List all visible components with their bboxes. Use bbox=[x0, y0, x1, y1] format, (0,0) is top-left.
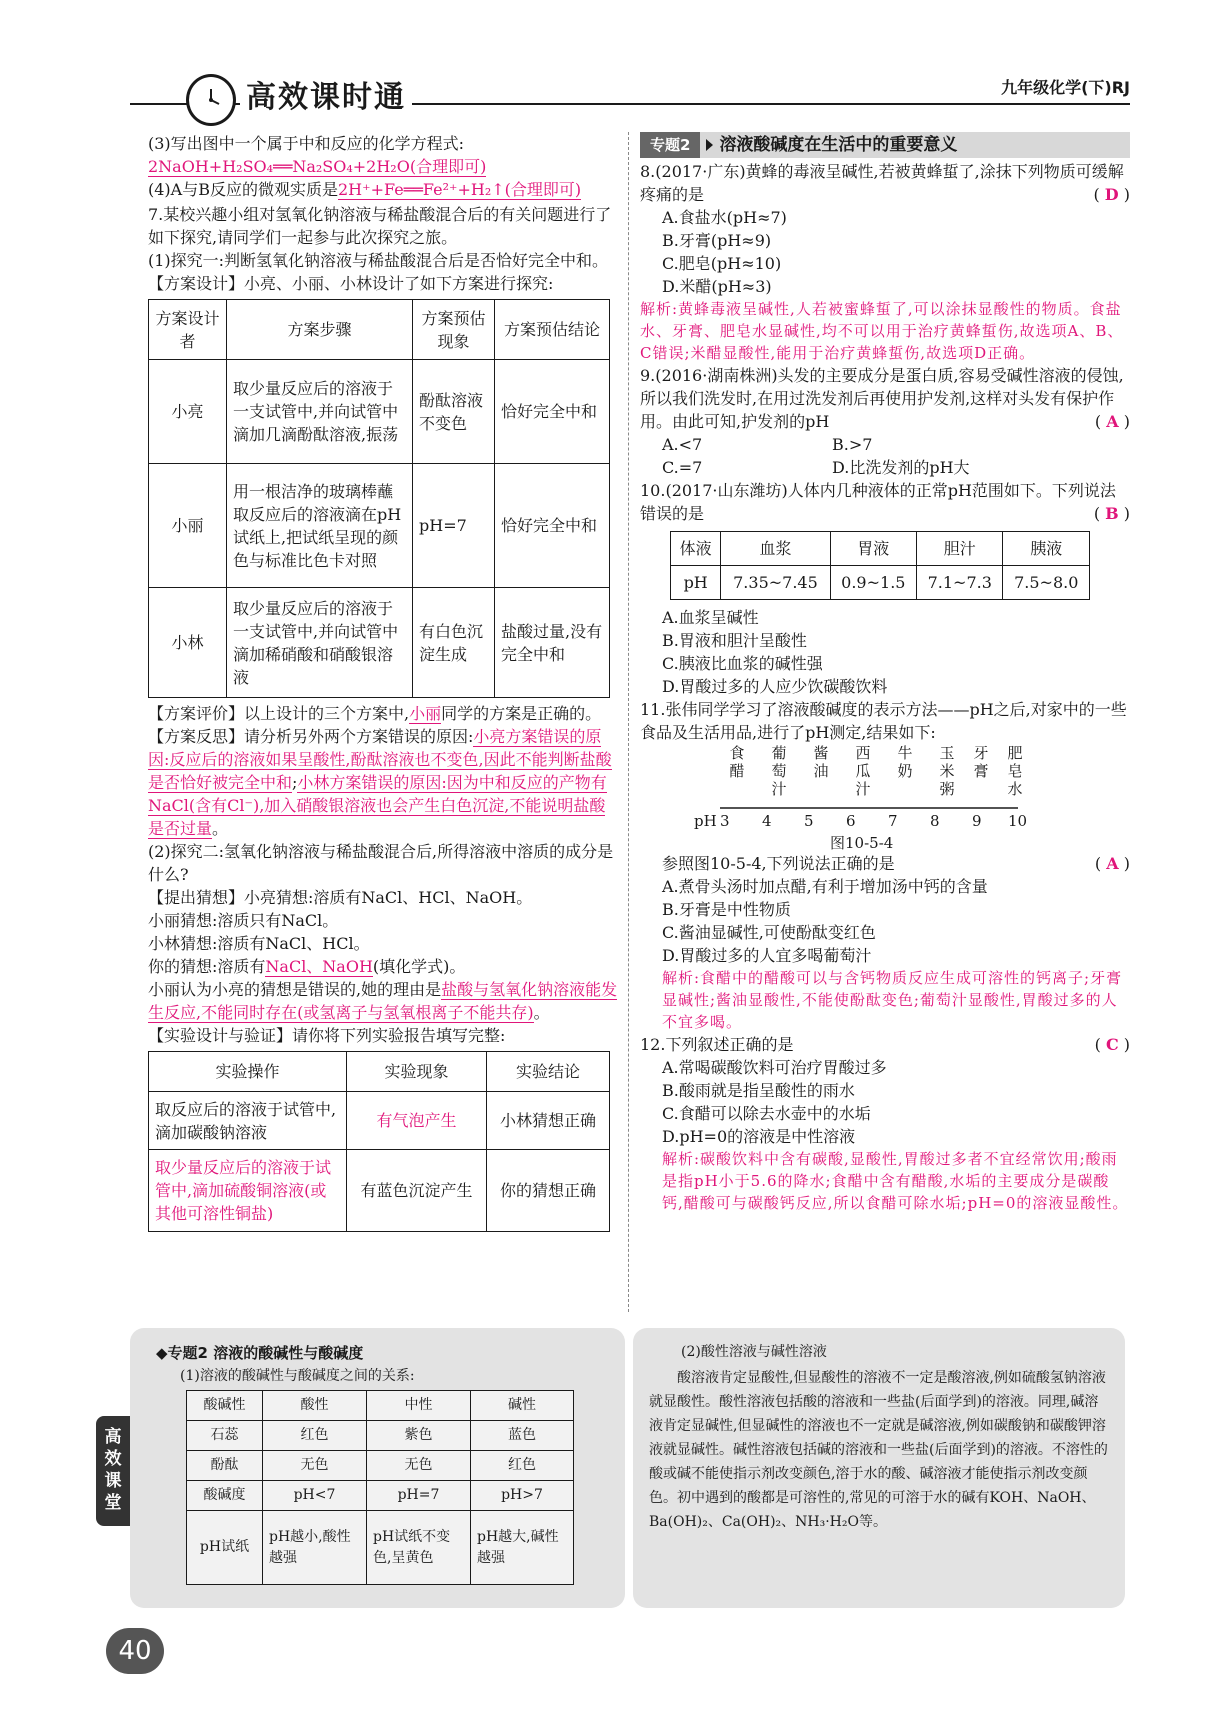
table-header: 实验现象 bbox=[347, 1052, 487, 1092]
q9: 9.(2016·湖南株洲)头发的主要成分是蛋白质,容易受碱性溶液的侵蚀,所以我们洗发时,在用过洗发剂后再使用护发剂,这样对头发有保护作用。由此可知,护发剂的pH ( A ) bbox=[640, 366, 1130, 431]
topic-tag: 专题2 bbox=[640, 132, 700, 158]
q10-option: C.胰液比血浆的碱性强 bbox=[662, 654, 823, 673]
q6-part4-answer: 2H⁺+Fe══Fe²⁺+H₂↑(合理即可) bbox=[337, 180, 582, 199]
table-cell: 酚酞 bbox=[187, 1451, 263, 1481]
ph-item: 食 醋 bbox=[729, 744, 745, 780]
table-cell: 取少量反应后的溶液于试管中,滴加硫酸铜溶液(或其他可溶性铜盐) bbox=[149, 1150, 347, 1232]
table-cell: 盐酸过量,没有完全中和 bbox=[495, 588, 610, 698]
table-cell: 酚酞溶液不变色 bbox=[413, 360, 495, 464]
q10-option: D.胃酸过多的人应少饮碳酸饮料 bbox=[662, 677, 888, 696]
table-header: 血浆 bbox=[721, 532, 830, 566]
table-cell: 小林猜想正确 bbox=[487, 1092, 610, 1150]
table-header: 酸碱性 bbox=[187, 1391, 263, 1421]
acidity-table bbox=[186, 1390, 574, 1585]
q11-option: B.牙膏是中性物质 bbox=[662, 900, 791, 919]
table-cell: 7.5~8.0 bbox=[1003, 566, 1090, 600]
q8-option: A.食盐水(pH≈7) bbox=[662, 208, 787, 227]
clock-logo-icon bbox=[186, 74, 236, 126]
table-cell: 红色 bbox=[263, 1421, 367, 1451]
table-cell: pH<7 bbox=[263, 1481, 367, 1511]
evaluation: 【方案评价】以上设计的三个方案中,小丽同学的方案是正确的。 bbox=[148, 704, 602, 723]
q11-option: A.煮骨头汤时加点醋,有利于增加汤中钙的含量 bbox=[662, 877, 988, 896]
table-cell: 小亮 bbox=[149, 360, 227, 464]
table-cell: 小丽 bbox=[149, 464, 227, 588]
q9-option: A.<7 bbox=[662, 435, 703, 454]
topic-heading bbox=[640, 132, 1130, 158]
guess-lin: 小林猜想:溶质有NaCl、HCl。 bbox=[148, 934, 370, 953]
table-header: 体液 bbox=[671, 532, 721, 566]
q11-answer: A bbox=[1106, 854, 1119, 873]
q11-option: C.酱油显碱性,可使酚酞变红色 bbox=[662, 923, 876, 942]
your-guess: 你的猜想:溶质有NaCl、NaOH(填化学式)。 bbox=[148, 957, 466, 976]
table-cell: pH=7 bbox=[413, 464, 495, 588]
reflection-answer-1: 小亮方案错误的原因:反应后的溶液如果呈酸性,酚酞溶液也不变色,因此不能判断盐酸是否恰好被完全中和 bbox=[148, 727, 612, 792]
wrong-reason: 小丽认为小亮的猜想是错误的,她的理由是盐酸与氢氧化钠溶液能发生反应,不能同时存在(或氢离子与氢氧根离子不能共存)。 bbox=[148, 980, 618, 1022]
q11-explanation: 解析:食醋中的醋酸可以与含钙物质反应生成可溶性的钙离子;牙膏显碱性;酱油显酸性,不能使酚酞变色;葡萄汁显酸性,胃酸过多的人不宜多喝。 bbox=[662, 969, 1123, 1031]
q10-option: A.血浆呈碱性 bbox=[662, 608, 759, 627]
q8-option: C.肥皂(pH≈10) bbox=[662, 254, 782, 273]
table-cell: 小林 bbox=[149, 588, 227, 698]
q12-explanation: 解析:碳酸饮料中含有碳酸,显酸性,胃酸过多者不宜经常饮用;酸雨是指pH小于5.6的降水;食醋中含有醋酸,水垢的主要成分是碳酸钙,醋酸可与碳酸钙反应,所以食醋可除水垢;pH=0的溶液显酸性。 bbox=[662, 1150, 1129, 1212]
q8-answer: D bbox=[1104, 185, 1119, 204]
q9-option: D.比洗发剂的pH大 bbox=[832, 458, 970, 477]
table-cell: 恰好完全中和 bbox=[495, 464, 610, 588]
reflection-answer-2: 小林方案错误的原因:因为中和反应的产物有NaCl(含有Cl⁻),加入硝酸银溶液也会产生白色沉淀,不能说明盐酸是否过量 bbox=[148, 773, 607, 838]
table-cell: pH=7 bbox=[367, 1481, 471, 1511]
table-header: 方案预估现象 bbox=[413, 300, 495, 360]
table-cell: 石蕊 bbox=[187, 1421, 263, 1451]
table-cell: 有气泡产生 bbox=[347, 1092, 487, 1150]
q6-part3-answer: 2NaOH+H₂SO₄══Na₂SO₄+2H₂O(合理即可) bbox=[148, 157, 487, 176]
q8: 8.(2017·广东)黄蜂的毒液呈碱性,若被黄蜂蜇了,涂抹下列物质可缓解疼痛的是 ( D ) bbox=[640, 162, 1130, 204]
table-header: 胆汁 bbox=[917, 532, 1003, 566]
q12-option: C.食醋可以除去水壶中的水垢 bbox=[662, 1104, 871, 1123]
verify-intro: 【实验设计与验证】请你将下列实验报告填写完整: bbox=[148, 1026, 506, 1045]
reflection: 【方案反思】请分析另外两个方案错误的原因:小亮方案错误的原因:反应后的溶液如果呈酸性,酚酞溶液也不变色,因此不能判断盐酸是否恰好被完全中和;小林方案错误的原因:因为中和反应的产物有NaCl(含有Cl⁻),加入硝酸银溶液也会产生白色沉淀,不能说明盐酸是否过量。 bbox=[148, 727, 612, 838]
page-number: 40 bbox=[106, 1628, 164, 1674]
evaluation-answer: 小丽 bbox=[409, 704, 442, 723]
q9-option: B.>7 bbox=[832, 435, 873, 454]
q11-ask: 参照图10-5-4,下列说法正确的是 ( A ) bbox=[662, 854, 1130, 873]
ph-item: 酱 油 bbox=[813, 744, 829, 780]
right-column bbox=[640, 132, 1130, 1214]
q12-option: A.常喝碳酸饮料可治疗胃酸过多 bbox=[662, 1058, 887, 1077]
q12-option: B.酸雨就是指呈酸性的雨水 bbox=[662, 1081, 855, 1100]
table-cell: 7.35~7.45 bbox=[721, 566, 830, 600]
q12: 12.下列叙述正确的是 ( C ) bbox=[640, 1035, 1130, 1054]
ph-tick-label: 3 bbox=[720, 812, 730, 830]
design-intro: 【方案设计】小亮、小丽、小林设计了如下方案进行探究: bbox=[148, 274, 554, 293]
table-cell: pH bbox=[671, 566, 721, 600]
your-guess-answer: NaCl、NaOH bbox=[265, 957, 373, 976]
summary-box-left bbox=[130, 1328, 625, 1608]
grade-label: 九年级化学(下)RJ bbox=[995, 76, 1130, 100]
table-cell: pH试纸 bbox=[187, 1511, 263, 1585]
table-header: 方案步骤 bbox=[227, 300, 413, 360]
ph-item: 牛 奶 bbox=[897, 744, 913, 780]
ph-tick-label: 8 bbox=[930, 812, 940, 830]
table-header: 方案预估结论 bbox=[495, 300, 610, 360]
brand-title: 高效课时通 bbox=[240, 80, 412, 116]
ph-tick-label: 10 bbox=[1008, 812, 1028, 830]
ph-tick-label: 7 bbox=[888, 812, 898, 830]
ph-axis-label: pH bbox=[694, 812, 717, 830]
q10-answer: B bbox=[1105, 504, 1119, 523]
table-cell: 恰好完全中和 bbox=[495, 360, 610, 464]
topic-title: 溶液酸碱度在生活中的重要意义 bbox=[719, 134, 958, 155]
design-table bbox=[148, 299, 610, 698]
table-cell: pH越大,碱性越强 bbox=[471, 1511, 574, 1585]
left-column bbox=[148, 132, 618, 1232]
q8-option: D.米醋(pH≈3) bbox=[662, 277, 772, 296]
q10: 10.(2017·山东潍坊)人体内几种液体的正常pH范围如下。下列说法错误的是 ( B ) bbox=[640, 481, 1130, 523]
table-header: 胰液 bbox=[1003, 532, 1090, 566]
wrong-reason-answer: 盐酸与氢氧化钠溶液能发生反应,不能同时存在(或氢离子与氢氧根离子不能共存) bbox=[148, 980, 618, 1022]
q6-part4: (4)A与B反应的微观实质是2H⁺+Fe══Fe²⁺+H₂↑(合理即可) bbox=[148, 180, 582, 199]
q12-option: D.pH=0的溶液是中性溶液 bbox=[662, 1127, 856, 1146]
table-cell: pH>7 bbox=[471, 1481, 574, 1511]
table-cell: 取少量反应后的溶液于一支试管中,并向试管中滴加几滴酚酞溶液,振荡 bbox=[227, 360, 413, 464]
table-header: 方案设计者 bbox=[149, 300, 227, 360]
page-header bbox=[0, 60, 1225, 130]
summary-subtitle: (1)溶液的酸碱性与酸碱度之间的关系: bbox=[180, 1368, 415, 1384]
table-cell: 无色 bbox=[263, 1451, 367, 1481]
summary-box-right bbox=[633, 1328, 1125, 1608]
ph-tick-label: 6 bbox=[846, 812, 856, 830]
ph-tick-label: 5 bbox=[804, 812, 814, 830]
ph-tick-label: 4 bbox=[762, 812, 772, 830]
table-header: 实验结论 bbox=[487, 1052, 610, 1092]
ph-item: 西 瓜 汁 bbox=[855, 744, 871, 798]
table-cell: pH试纸不变色,呈黄色 bbox=[367, 1511, 471, 1585]
table-header: 实验操作 bbox=[149, 1052, 347, 1092]
q12-answer: C bbox=[1105, 1035, 1119, 1054]
table-header: 中性 bbox=[367, 1391, 471, 1421]
guess-li: 小丽猜想:溶质只有NaCl。 bbox=[148, 911, 339, 930]
table-cell: 7.1~7.3 bbox=[917, 566, 1003, 600]
summary-right-body: 酸溶液肯定显酸性,但显酸性的溶液不一定是酸溶液,例如硫酸氢钠溶液就显酸性。酸性溶液包括酸的溶液和一些盐(后面学到)的溶液。同理,碱溶液肯定显碱性,但显碱性的溶液也不一定就是碱溶液,例如碳酸钠和碳酸钾溶液就显碱性。碱性溶液包括碱的溶液和一些盐(后面学到)的溶液。不溶性的酸或碱不能使指示剂改变颜色,溶于水的酸、碱溶液才能使指示剂改变颜色。初中遇到的酸都是可溶性的,常见的可溶于水的碱有KOH、NaOH、Ba(OH)₂、Ca(OH)₂、NH₃·H₂O等。 bbox=[649, 1370, 1108, 1530]
q10-option: B.胃液和胆汁呈酸性 bbox=[662, 631, 807, 650]
triangle-arrow-icon bbox=[706, 139, 713, 151]
q9-answer: A bbox=[1106, 412, 1119, 431]
table-cell: 有白色沉淀生成 bbox=[413, 588, 495, 698]
ph-item: 玉 米 粥 bbox=[939, 744, 955, 798]
table-cell: 有蓝色沉淀产生 bbox=[347, 1150, 487, 1232]
table-cell: pH越小,酸性越强 bbox=[263, 1511, 367, 1585]
summary-right-title: (2)酸性溶液与碱性溶液 bbox=[681, 1344, 827, 1360]
ph-tick-label: 9 bbox=[972, 812, 982, 830]
ph-item: 牙 膏 bbox=[973, 744, 989, 780]
table-cell: 酸碱度 bbox=[187, 1481, 263, 1511]
table-cell: 用一根洁净的玻璃棒蘸取反应后的溶液滴在pH试纸上,把试纸呈现的颜色与标准比色卡对照 bbox=[227, 464, 413, 588]
q9-options-row bbox=[640, 456, 1130, 479]
table-header: 胃液 bbox=[830, 532, 916, 566]
q11: 11.张伟同学学习了溶液酸碱度的表示方法——pH之后,对家中的一些食品及生活用品,进行了pH测定,结果如下: bbox=[640, 700, 1127, 742]
q9-options-row bbox=[640, 433, 1130, 456]
q9-option: C.=7 bbox=[662, 458, 703, 477]
table-header: 酸性 bbox=[263, 1391, 367, 1421]
ph-item: 葡 萄 汁 bbox=[771, 744, 787, 798]
ph-item: 肥 皂 水 bbox=[1007, 744, 1023, 798]
table-header: 碱性 bbox=[471, 1391, 574, 1421]
ph-figure bbox=[650, 744, 1130, 852]
table-cell: 蓝色 bbox=[471, 1421, 574, 1451]
table-cell: 0.9~1.5 bbox=[830, 566, 916, 600]
experiment-table bbox=[148, 1051, 610, 1232]
column-divider bbox=[628, 132, 629, 1312]
figure-caption: 图10-5-4 bbox=[830, 834, 894, 852]
q6-part3: (3)写出图中一个属于中和反应的化学方程式: bbox=[148, 134, 465, 153]
table-cell: 红色 bbox=[471, 1451, 574, 1481]
guess-liang: 【提出猜想】小亮猜想:溶质有NaCl、HCl、NaOH。 bbox=[148, 888, 533, 907]
q7-part1: (1)探究一:判断氢氧化钠溶液与稀盐酸混合后是否恰好完全中和。 bbox=[148, 251, 609, 270]
table-cell: 紫色 bbox=[367, 1421, 471, 1451]
side-tab: 高效课堂 bbox=[96, 1416, 130, 1526]
table-cell: 你的猜想正确 bbox=[487, 1150, 610, 1232]
q8-option: B.牙膏(pH≈9) bbox=[662, 231, 772, 250]
ph-table bbox=[670, 531, 1090, 600]
q7-stem: 7.某校兴趣小组对氢氧化钠溶液与稀盐酸混合后的有关问题进行了如下探究,请同学们一起参与此次探究之旅。 bbox=[148, 205, 612, 247]
q8-explanation: 解析:黄蜂毒液呈碱性,人若被蜜蜂蜇了,可以涂抹显酸性的物质。食盐水、牙膏、肥皂水显碱性,均不可以用于治疗黄蜂蜇伤,故选项A、B、C错误;米醋显酸性,能用于治疗黄蜂蜇伤,故选项D正确。 bbox=[640, 300, 1124, 362]
q7-part2: (2)探究二:氢氧化钠溶液与稀盐酸混合后,所得溶液中溶质的成分是什么? bbox=[148, 842, 614, 884]
table-cell: 无色 bbox=[367, 1451, 471, 1481]
table-cell: 取少量反应后的溶液于一支试管中,并向试管中滴加稀硝酸和硝酸银溶液 bbox=[227, 588, 413, 698]
summary-title: ◆专题2 溶液的酸碱性与酸碱度 bbox=[156, 1344, 364, 1362]
table-cell: 取反应后的溶液于试管中,滴加碳酸钠溶液 bbox=[149, 1092, 347, 1150]
q11-option: D.胃酸过多的人宜多喝葡萄汁 bbox=[662, 946, 872, 965]
